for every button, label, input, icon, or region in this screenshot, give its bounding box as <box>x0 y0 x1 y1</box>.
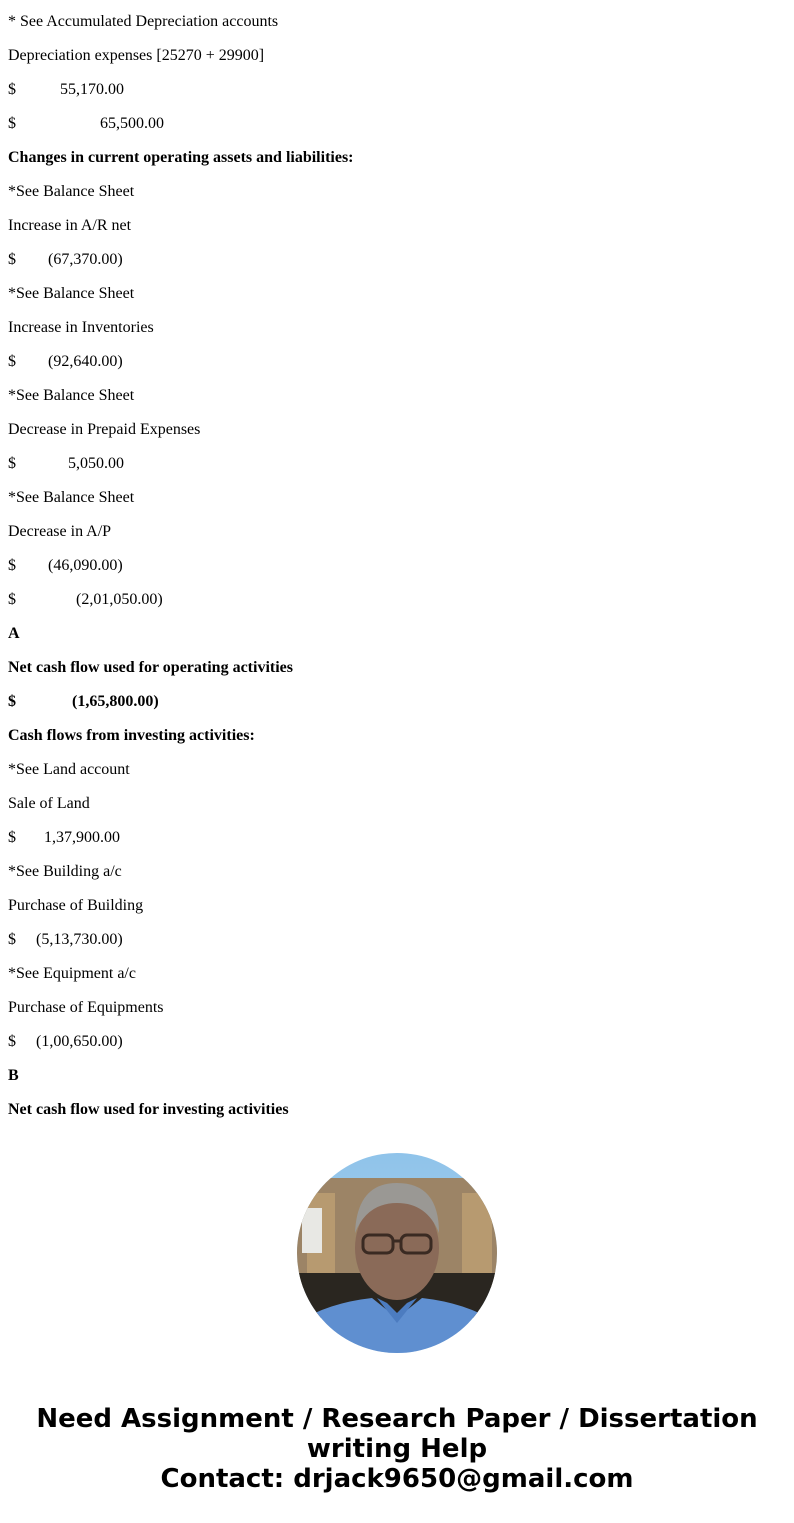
promo-banner <box>0 1404 794 1494</box>
section-heading: Net cash flow used for investing activities <box>8 1101 289 1118</box>
text-line: $ (2,01,050.00) <box>8 591 163 608</box>
text-line: *See Balance Sheet <box>8 387 135 404</box>
text-line: Decrease in Prepaid Expenses <box>8 421 201 438</box>
promo-line-1: Need Assignment / Research Paper / Dissertation <box>36 1404 758 1434</box>
promo-contact: Contact: drjack9650@gmail.com <box>160 1464 634 1494</box>
text-line: Depreciation expenses [25270 + 29900] <box>8 47 265 64</box>
text-line: $ 1,37,900.00 <box>8 829 120 846</box>
text-line: * See Accumulated Depreciation accounts <box>8 13 279 30</box>
text-line: *See Balance Sheet <box>8 285 135 302</box>
text-line: $ (5,13,730.00) <box>8 931 123 948</box>
text-line: Increase in A/R net <box>8 217 132 234</box>
text-line: Purchase of Building <box>8 897 144 914</box>
text-line: *See Equipment a/c <box>8 965 136 982</box>
promo-line-2: writing Help <box>306 1434 488 1464</box>
section-heading: Cash flows from investing activities: <box>8 727 255 744</box>
text-line: *See Land account <box>8 761 130 778</box>
text-line: *See Balance Sheet <box>8 489 135 506</box>
text-line: Purchase of Equipments <box>8 999 164 1016</box>
author-avatar <box>297 1153 497 1353</box>
text-line: *See Balance Sheet <box>8 183 135 200</box>
text-line: $ 5,050.00 <box>8 455 124 472</box>
text-line: Decrease in A/P <box>8 523 112 540</box>
portrait-image <box>297 1153 497 1353</box>
text-line: *See Building a/c <box>8 863 122 880</box>
section-heading: B <box>8 1067 19 1084</box>
text-line: Sale of Land <box>8 795 90 812</box>
section-heading: Net cash flow used for operating activities <box>8 659 293 676</box>
text-line: $ (92,640.00) <box>8 353 123 370</box>
text-line: $ 65,500.00 <box>8 115 164 132</box>
section-heading: Changes in current operating assets and liabilities: <box>8 149 354 166</box>
text-line: $ 55,170.00 <box>8 81 124 98</box>
text-line: Increase in Inventories <box>8 319 154 336</box>
section-heading: $ (1,65,800.00) <box>8 693 159 710</box>
text-line: $ (46,090.00) <box>8 557 123 574</box>
section-heading: A <box>8 625 20 642</box>
text-line: $ (67,370.00) <box>8 251 123 268</box>
text-line: $ (1,00,650.00) <box>8 1033 123 1050</box>
